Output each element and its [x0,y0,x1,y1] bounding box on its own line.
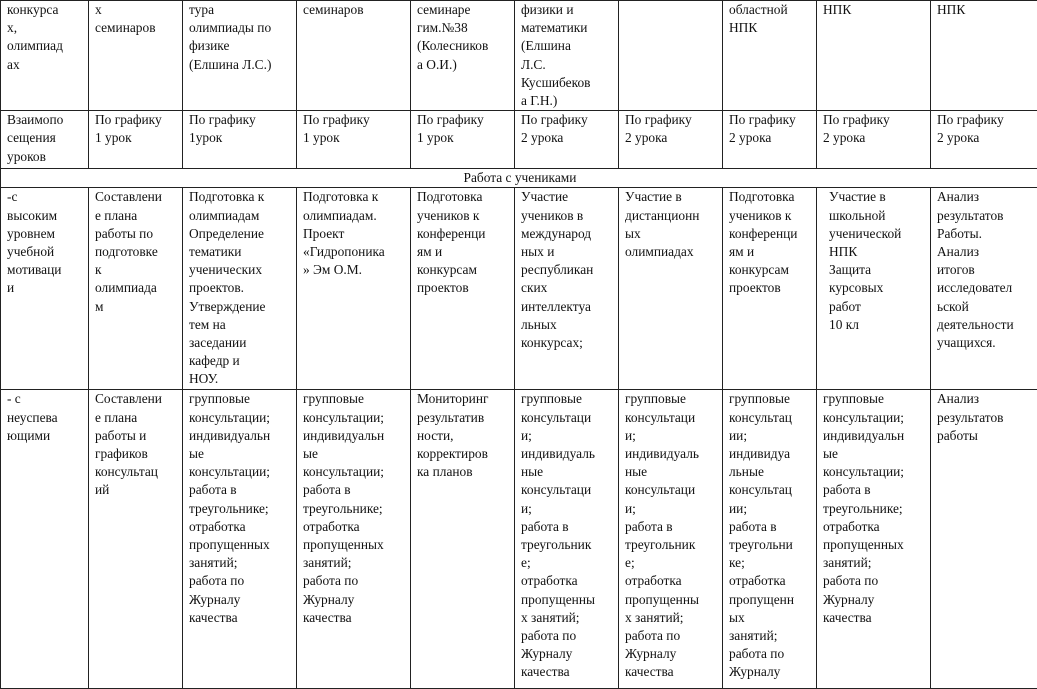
cell-text: Взаимопо сещения уроков [7,111,84,166]
table-cell [931,111,1037,169]
cell-text: Подготовка учеников к конференци ям и конкурсам проектов [729,188,812,297]
section-title-text: Работа с учениками [464,170,577,185]
table-cell [723,390,817,689]
table-cell [619,188,723,390]
cell-text: Участие в школьной ученической НПК Защита курсовых работ 10 кл [829,188,926,334]
table-cell [183,1,297,111]
table-cell [89,111,183,169]
cell-text: НПК [937,1,1033,19]
cell-text: групповые консультации; индивидуальн ые консультации; работа в треугольнике; отработка пропущенных занятий; работа по Журналу качества [303,390,406,627]
cell-text: По графику 2 урока [937,111,1033,147]
cell-text: По графику 2 урока [625,111,718,147]
table-cell [931,390,1037,689]
table-cell [515,1,619,111]
cell-text: физики и математики (Елшина Л.С. Кусшибеков а Г.Н.) [521,1,614,110]
section-row [1,169,1037,188]
table-cell [723,188,817,390]
cell-text: По графику 1урок [189,111,292,147]
table-cell [817,111,931,169]
table-cell [515,390,619,689]
cell-text: Подготовка учеников к конференци ям и конкурсам проектов [417,188,510,297]
cell-text: - с неуспева ющими [7,390,84,445]
cell-text: Составлени е плана работы и графиков консультац ий [95,390,178,499]
table-cell [411,188,515,390]
table-cell [297,1,411,111]
table-cell [619,111,723,169]
cell-text: Подготовка к олимпиадам Определение тематики ученических проектов. Утверждение тем на заседании кафедр и НОУ. [189,188,292,388]
table-cell [931,1,1037,111]
cell-text: По графику 1 урок [417,111,510,147]
table-cell [619,1,723,111]
cell-text: конкурса х, олимпиад ах [7,1,84,74]
table-cell [723,111,817,169]
table-cell [297,188,411,390]
table-cell [89,1,183,111]
cell-text: групповые консультации; индивидуальн ые консультации; работа в треугольнике; отработка пропущенных занятий; работа по Журналу качества [189,390,292,627]
cell-text: По графику 2 урока [823,111,926,147]
table-cell [515,188,619,390]
cell-text: Мониторинг результатив ности, корректиров ка планов [417,390,510,481]
table-cell [619,390,723,689]
section-title [1,169,1037,188]
cell-text: НПК [823,1,926,19]
cell-text: -с высоким уровнем учебной мотиваци и [7,188,84,297]
cell-text: областной НПК [729,1,812,37]
table-cell [183,390,297,689]
table-cell [515,111,619,169]
table-cell [411,1,515,111]
table-cell [411,111,515,169]
cell-text: семинаре гим.№38 (Колесников а О.И.) [417,1,510,74]
table-cell [89,390,183,689]
cell-text: Подготовка к олимпиадам. Проект «Гидропоника » Эм О.М. [303,188,406,279]
table-cell [183,188,297,390]
cell-text: х семинаров [95,1,178,37]
table-row [1,1,1037,111]
table-cell [1,1,89,111]
cell-text: групповые консультации; индивидуальн ые консультации; работа в треугольнике; отработка пропущенных занятий; работа по Журналу качества [823,390,926,627]
cell-text: Составлени е плана работы по подготовке к олимпиада м [95,188,178,315]
cell-text: групповые консультац ии; индивидуа льные консультац ии; работа в треугольни ке; отработка пропущенн ых занятий; работа по Журналу [729,390,812,681]
table-cell [817,390,931,689]
table-cell [1,188,89,390]
cell-text: По графику 2 урока [521,111,614,147]
table-cell [931,188,1037,390]
table-cell [817,1,931,111]
cell-text: групповые консультаци и; индивидуаль ные консультаци и; работа в треугольник е; отработка пропущенны х занятий; работа по Журналу качества [521,390,614,681]
table-cell [297,111,411,169]
cell-text: Анализ результатов работы [937,390,1033,445]
cell-text: Участие в дистанционн ых олимпиадах [625,188,718,261]
table-cell [183,111,297,169]
table-cell [723,1,817,111]
table-cell [411,390,515,689]
cell-text: тура олимпиады по физике (Елшина Л.С.) [189,1,292,74]
table-row [1,390,1037,689]
cell-text: По графику 1 урок [95,111,178,147]
cell-text: групповые консультаци и; индивидуаль ные консультаци и; работа в треугольник е; отработка пропущенны х занятий; работа по Журналу качества [625,390,718,681]
cell-text: Участие учеников в международ ных и республикан ских интеллектуа льных конкурсах; [521,188,614,352]
table-cell [1,111,89,169]
cell-text: Анализ результатов Работы. Анализ итогов исследовател ьской деятельности учащихся. [937,188,1033,352]
table-row [1,111,1037,169]
cell-text: семинаров [303,1,406,19]
table-cell [89,188,183,390]
cell-text: По графику 1 урок [303,111,406,147]
table-cell [817,188,931,390]
table-cell [297,390,411,689]
cell-text: По графику 2 урока [729,111,812,147]
table-row [1,188,1037,390]
table-cell [1,390,89,689]
